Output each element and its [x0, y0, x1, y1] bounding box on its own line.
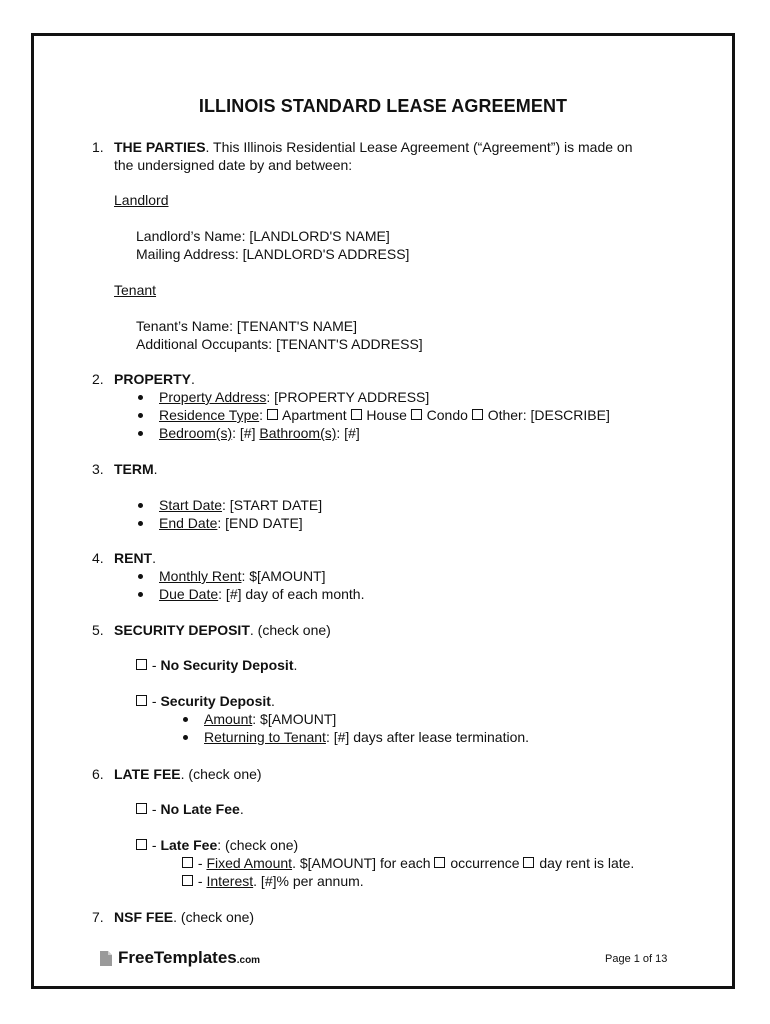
page-number: Page 1 of 13	[605, 953, 668, 965]
landlord-address: Mailing Address: [LANDLORD'S ADDRESS]	[136, 246, 410, 262]
section-1-line-1: 1. THE PARTIES. This Illinois Residential Lease Agreement (“Agreement”) is made on	[92, 139, 633, 155]
bullet-icon	[138, 395, 143, 400]
checkbox-occurrence[interactable]	[434, 857, 445, 868]
start-date: Start Date: [START DATE]	[159, 497, 323, 513]
residence-type: Residence Type: Apartment House Condo Other: [DESCRIBE]	[159, 407, 610, 423]
document-icon	[99, 950, 113, 967]
brand-suffix: .com	[236, 955, 261, 966]
tenant-occupants: Additional Occupants: [TENANT'S ADDRESS]	[136, 336, 423, 352]
tenant-heading: Tenant	[114, 282, 157, 298]
landlord-name: Landlord’s Name: [LANDLORD'S NAME]	[136, 228, 390, 244]
checkbox-security-deposit[interactable]	[136, 695, 147, 706]
bullet-icon	[138, 503, 143, 508]
landlord-heading: Landlord	[114, 192, 169, 208]
bullet-icon	[138, 574, 143, 579]
section-7-heading: 7. NSF FEE. (check one)	[92, 909, 255, 925]
checkbox-no-security-deposit[interactable]	[136, 659, 147, 670]
section-heading: THE PARTIES	[114, 139, 206, 155]
checkbox-no-late-fee[interactable]	[136, 803, 147, 814]
late-fee-option: - Late Fee: (check one)	[136, 836, 298, 854]
checkbox-late-fee[interactable]	[136, 839, 147, 850]
security-deposit-option: - Security Deposit.	[136, 692, 275, 710]
document-title: ILLINOIS STANDARD LEASE AGREEMENT	[198, 96, 568, 116]
freetemplates-logo	[99, 948, 260, 968]
deposit-amount: Amount: $[AMOUNT]	[204, 711, 337, 727]
deposit-return: Returning to Tenant: [#] days after lease termination.	[204, 729, 530, 745]
checkbox-condo[interactable]	[411, 409, 422, 420]
due-date: Due Date: [#] day of each month.	[159, 586, 365, 602]
end-date: End Date: [END DATE]	[159, 515, 303, 531]
bedrooms-bathrooms: Bedroom(s): [#] Bathroom(s): [#]	[159, 425, 360, 441]
document-page	[31, 33, 735, 989]
checkbox-interest[interactable]	[182, 875, 193, 886]
brand-name: FreeTemplates	[118, 948, 237, 967]
section-1-line-2: the undersigned date by and between:	[114, 157, 353, 173]
section-number: 1.	[92, 139, 104, 155]
monthly-rent: Monthly Rent: $[AMOUNT]	[159, 568, 326, 584]
section-5-heading: 5. SECURITY DEPOSIT. (check one)	[92, 622, 331, 638]
bullet-icon	[138, 431, 143, 436]
no-late-fee-option: - No Late Fee.	[136, 800, 244, 818]
tenant-name: Tenant’s Name: [TENANT'S NAME]	[136, 318, 358, 334]
property-address: Property Address: [PROPERTY ADDRESS]	[159, 389, 430, 405]
checkbox-fixed-amount[interactable]	[182, 857, 193, 868]
checkbox-day-late[interactable]	[523, 857, 534, 868]
no-security-deposit-option: - No Security Deposit.	[136, 656, 297, 674]
bullet-icon	[183, 735, 188, 740]
bullet-icon	[138, 521, 143, 526]
section-4-heading: 4. RENT.	[92, 550, 157, 566]
section-6-heading: 6. LATE FEE. (check one)	[92, 766, 262, 782]
checkbox-house[interactable]	[351, 409, 362, 420]
checkbox-apartment[interactable]	[267, 409, 278, 420]
interest-option: - Interest. [#]% per annum.	[182, 872, 364, 890]
section-2-heading: 2. PROPERTY.	[92, 371, 195, 387]
fixed-amount-option: - Fixed Amount. $[AMOUNT] for each occurrence day rent is late.	[182, 854, 634, 872]
checkbox-other[interactable]	[472, 409, 483, 420]
section-3-heading: 3. TERM.	[92, 461, 158, 477]
bullet-icon	[138, 413, 143, 418]
bullet-icon	[138, 592, 143, 597]
bullet-icon	[183, 717, 188, 722]
